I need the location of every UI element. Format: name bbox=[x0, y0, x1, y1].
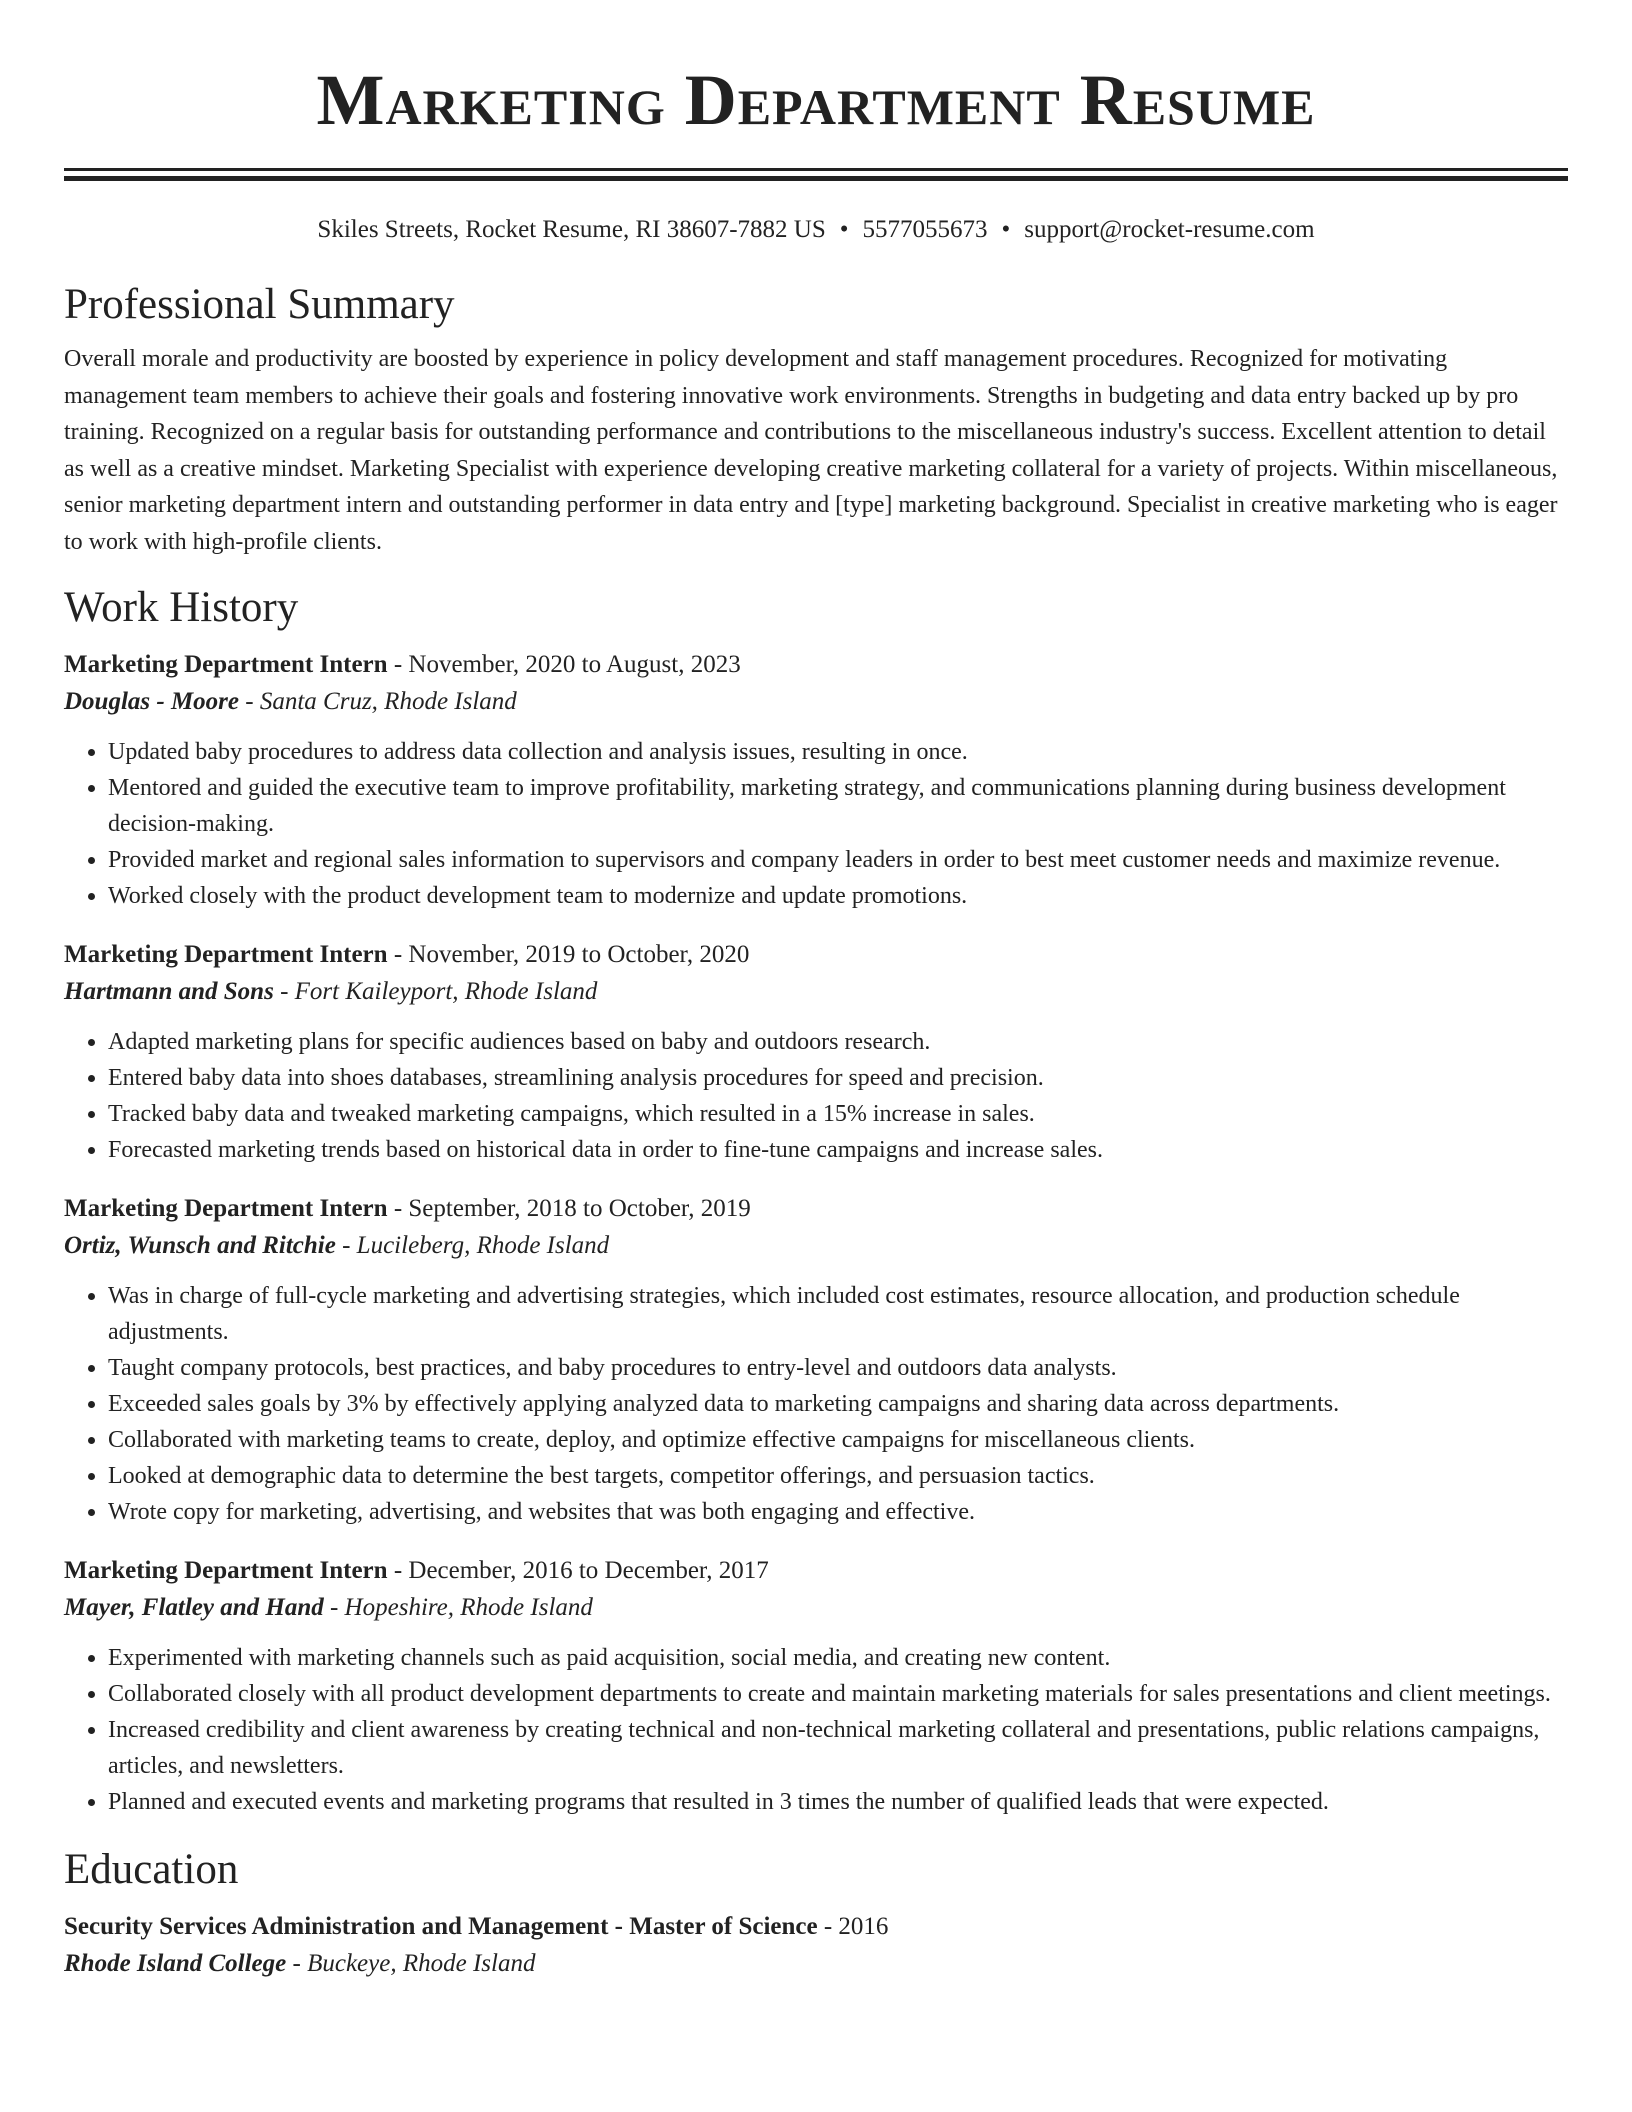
job-company-line bbox=[64, 1227, 1568, 1264]
job-dates: - November, 2020 to August, 2023 bbox=[387, 651, 741, 678]
duty-item: • Planned and executed events and marketing programs that resulted in 3 times the number of qualified leads that were expected. bbox=[108, 1784, 1568, 1820]
job-title: Marketing Department Intern bbox=[64, 651, 388, 678]
job-company-line bbox=[64, 973, 1568, 1010]
job-location: - Lucileberg, Rhode Island bbox=[335, 1232, 610, 1259]
job-entry bbox=[64, 1552, 1568, 1820]
education-school: Rhode Island College bbox=[64, 1950, 287, 1977]
duty-item: • Tracked baby data and tweaked marketing campaigns, which resulted in a 15% increase in sales. bbox=[108, 1096, 1568, 1132]
job-dates: - September, 2018 to October, 2019 bbox=[387, 1195, 751, 1222]
duty-item: • Was in charge of full-cycle marketing and advertising strategies, which included cost estimates, resource allocation, and production schedule adjustments. bbox=[108, 1278, 1568, 1350]
job-entry bbox=[64, 936, 1568, 1168]
job-location: - Hopeshire, Rhode Island bbox=[323, 1594, 593, 1621]
work-history-heading: Work History bbox=[64, 584, 299, 631]
job-company: Douglas - Moore bbox=[64, 688, 240, 715]
job-title-line bbox=[64, 646, 1568, 683]
job-location: - Fort Kaileyport, Rhode Island bbox=[273, 978, 598, 1005]
job-title-line bbox=[64, 1190, 1568, 1227]
job-company-line bbox=[64, 1589, 1568, 1626]
duty-item: • Exceeded sales goals by 3% by effectively applying analyzed data to marketing campaigns and sharing data across departments. bbox=[108, 1386, 1568, 1422]
summary-heading: Professional Summary bbox=[64, 281, 455, 328]
job-location: - Santa Cruz, Rhode Island bbox=[239, 688, 517, 715]
contact-line bbox=[64, 213, 1568, 247]
job-title: Marketing Department Intern bbox=[64, 1195, 388, 1222]
contact-separator: • bbox=[1001, 216, 1011, 243]
resume-title: Marketing Department Resume bbox=[316, 60, 1316, 140]
job-company: Hartmann and Sons bbox=[64, 978, 274, 1005]
summary-text: Overall morale and productivity are boosted by experience in policy development and staff management procedures. Recognized for motivating management team members to achieve their goals and fostering innovative work environments. Strengths in budgeting and data entry backed up by pro training. Recognized on a regular basis for outstanding performance and contributions to the miscellaneous industry's success. Excellent attention to detail as well as a creative mindset. Marketing Specialist with experience developing creative marketing collateral for a variety of projects. Within miscellaneous, senior marketing department intern and outstanding performer in data entry and [type] marketing background. Specialist in creative marketing who is eager to work with high-profile clients. bbox=[64, 346, 1558, 555]
job-title-line bbox=[64, 1552, 1568, 1589]
duty-item: • Provided market and regional sales information to supervisors and company leaders in order to best meet customer needs and maximize revenue. bbox=[108, 842, 1568, 878]
contact-email: support@rocket-resume.com bbox=[1024, 216, 1315, 243]
job-company: Ortiz, Wunsch and Ritchie bbox=[64, 1232, 336, 1259]
education-location: - Buckeye, Rhode Island bbox=[286, 1950, 536, 1977]
job-duties bbox=[64, 734, 1568, 914]
education-school-line bbox=[64, 1945, 1568, 1982]
resume-page bbox=[64, 0, 1568, 1982]
contact-separator: • bbox=[839, 216, 849, 243]
education-degree-line bbox=[64, 1908, 1568, 1945]
duty-item: • Collaborated closely with all product development departments to create and maintain marketing materials for sales presentations and client meetings. bbox=[108, 1676, 1568, 1712]
contact-address: Skiles Streets, Rocket Resume, RI 38607-7882 US bbox=[317, 216, 826, 243]
duty-item: • Entered baby data into shoes databases, streamlining analysis procedures for speed and precision. bbox=[108, 1060, 1568, 1096]
education-year: - 2016 bbox=[817, 1913, 889, 1940]
education-heading: Education bbox=[64, 1846, 239, 1893]
job-duties bbox=[64, 1024, 1568, 1168]
job-duties bbox=[64, 1640, 1568, 1820]
duty-item: • Taught company protocols, best practices, and baby procedures to entry-level and outdoors data analysts. bbox=[108, 1350, 1568, 1386]
education-degree: Security Services Administration and Management - Master of Science bbox=[64, 1913, 818, 1940]
job-dates: - November, 2019 to October, 2020 bbox=[387, 941, 750, 968]
job-dates: - December, 2016 to December, 2017 bbox=[387, 1557, 769, 1584]
job-title: Marketing Department Intern bbox=[64, 1557, 388, 1584]
duty-item: • Wrote copy for marketing, advertising, and websites that was both engaging and effective. bbox=[108, 1494, 1568, 1530]
title-divider-thin bbox=[64, 168, 1568, 171]
job-duties bbox=[64, 1278, 1568, 1530]
job-title-line bbox=[64, 936, 1568, 973]
duty-item: • Experimented with marketing channels such as paid acquisition, social media, and creating new content. bbox=[108, 1640, 1568, 1676]
job-entry bbox=[64, 1190, 1568, 1530]
duty-item: • Adapted marketing plans for specific audiences based on baby and outdoors research. bbox=[108, 1024, 1568, 1060]
duty-item: • Mentored and guided the executive team to improve profitability, marketing strategy, and communications planning during business development decision-making. bbox=[108, 770, 1568, 842]
job-title: Marketing Department Intern bbox=[64, 941, 388, 968]
duty-item: • Looked at demographic data to determine the best targets, competitor offerings, and persuasion tactics. bbox=[108, 1458, 1568, 1494]
duty-item: • Collaborated with marketing teams to create, deploy, and optimize effective campaigns for miscellaneous clients. bbox=[108, 1422, 1568, 1458]
job-company-line bbox=[64, 683, 1568, 720]
contact-phone: 5577055673 bbox=[862, 216, 988, 243]
job-entry bbox=[64, 646, 1568, 914]
title-divider-thick bbox=[64, 176, 1568, 181]
duty-item: • Increased credibility and client awareness by creating technical and non-technical marketing collateral and presentations, public relations campaigns, articles, and newsletters. bbox=[108, 1712, 1568, 1784]
duty-item: • Updated baby procedures to address data collection and analysis issues, resulting in once. bbox=[108, 734, 1568, 770]
duty-item: • Forecasted marketing trends based on historical data in order to fine-tune campaigns and increase sales. bbox=[108, 1132, 1568, 1168]
duty-item: • Worked closely with the product development team to modernize and update promotions. bbox=[108, 878, 1568, 914]
job-company: Mayer, Flatley and Hand bbox=[64, 1594, 324, 1621]
